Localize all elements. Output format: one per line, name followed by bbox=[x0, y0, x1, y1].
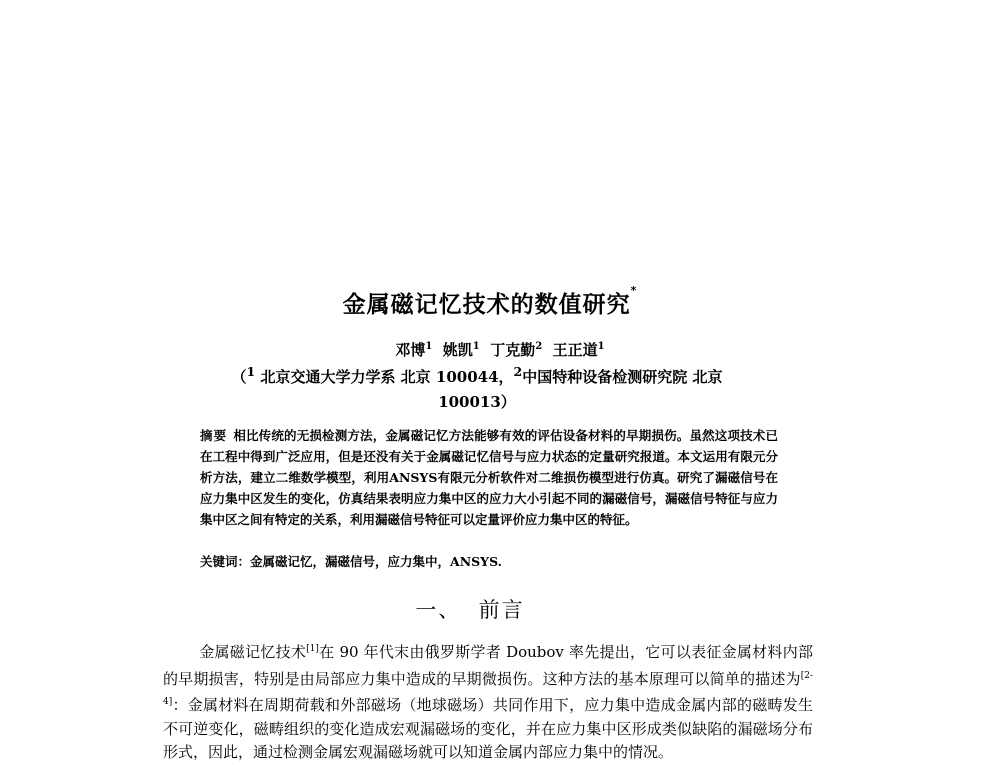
citation: [2-4] bbox=[163, 670, 813, 707]
affiliation: （$^1$ 北京交通大学力学系 北京 100044，$^2$中国特种设备检测研究院 北京 100013） bbox=[231, 364, 723, 411]
author: 邓博$^1$ bbox=[395, 341, 433, 359]
section-number: 一、 bbox=[415, 598, 462, 622]
author: 姚凯$^1$ bbox=[442, 341, 480, 359]
abstract bbox=[200, 425, 778, 530]
author: 王正道$^1$ bbox=[552, 341, 605, 359]
keywords bbox=[200, 552, 778, 570]
author: 丁克勤$^2$ bbox=[490, 341, 543, 359]
keywords-label: 关键词： bbox=[200, 554, 251, 569]
section-title: 前言 bbox=[478, 598, 525, 622]
body-paragraph: 金属磁记忆技术[1]在 90 年代末由俄罗斯学者 Doubov 率先提出，它可以表征金属材料内部的早期损害，特别是由局部应力集中造成的早期微损伤。这种方法的基本原理可以简单的描述为[2-4]：金属材料在周期荷载和外部磁场（地球磁场）共同作用下，应力集中造成金属内部的磁畴发生不可逆变化，磁畴组织的变化造成宏观漏磁场的变化，并在应力集中区形成类似缺陷的漏磁场分布形式，因此，通过检测金属宏观漏磁场就可以知道金属内部应力集中的情况。 bbox=[163, 643, 813, 761]
title-text: 金属磁记忆技术的数值研究 bbox=[342, 292, 631, 318]
title-footnote-mark: * bbox=[630, 284, 638, 297]
paper-title bbox=[0, 286, 980, 319]
keywords-text: 金属磁记忆，漏磁信号，应力集中，ANSYS. bbox=[250, 554, 503, 569]
author-list bbox=[0, 339, 1000, 360]
citation: [1] bbox=[306, 644, 319, 654]
abstract-text: 相比传统的无损检测方法，金属磁记忆方法能够有效的评估设备材料的早期损伤。虽然这项技术已在工程中得到广泛应用，但是还没有关于金属磁记忆信号与应力状态的定量研究报道。本文运用有限元分析方法，建立二维数学模型，利用ANSYS有限元分析软件对二维损伤模型进行仿真。研究了漏磁信号在应力集中区发生的变化，仿真结果表明应力集中区的应力大小引起不同的漏磁信号，漏磁信号特征与应力集中区之间有特定的关系，利用漏磁信号特征可以定量评价应力集中区的特征。 bbox=[200, 428, 778, 527]
section-heading bbox=[0, 594, 940, 624]
abstract-label: 摘要 bbox=[200, 428, 228, 443]
